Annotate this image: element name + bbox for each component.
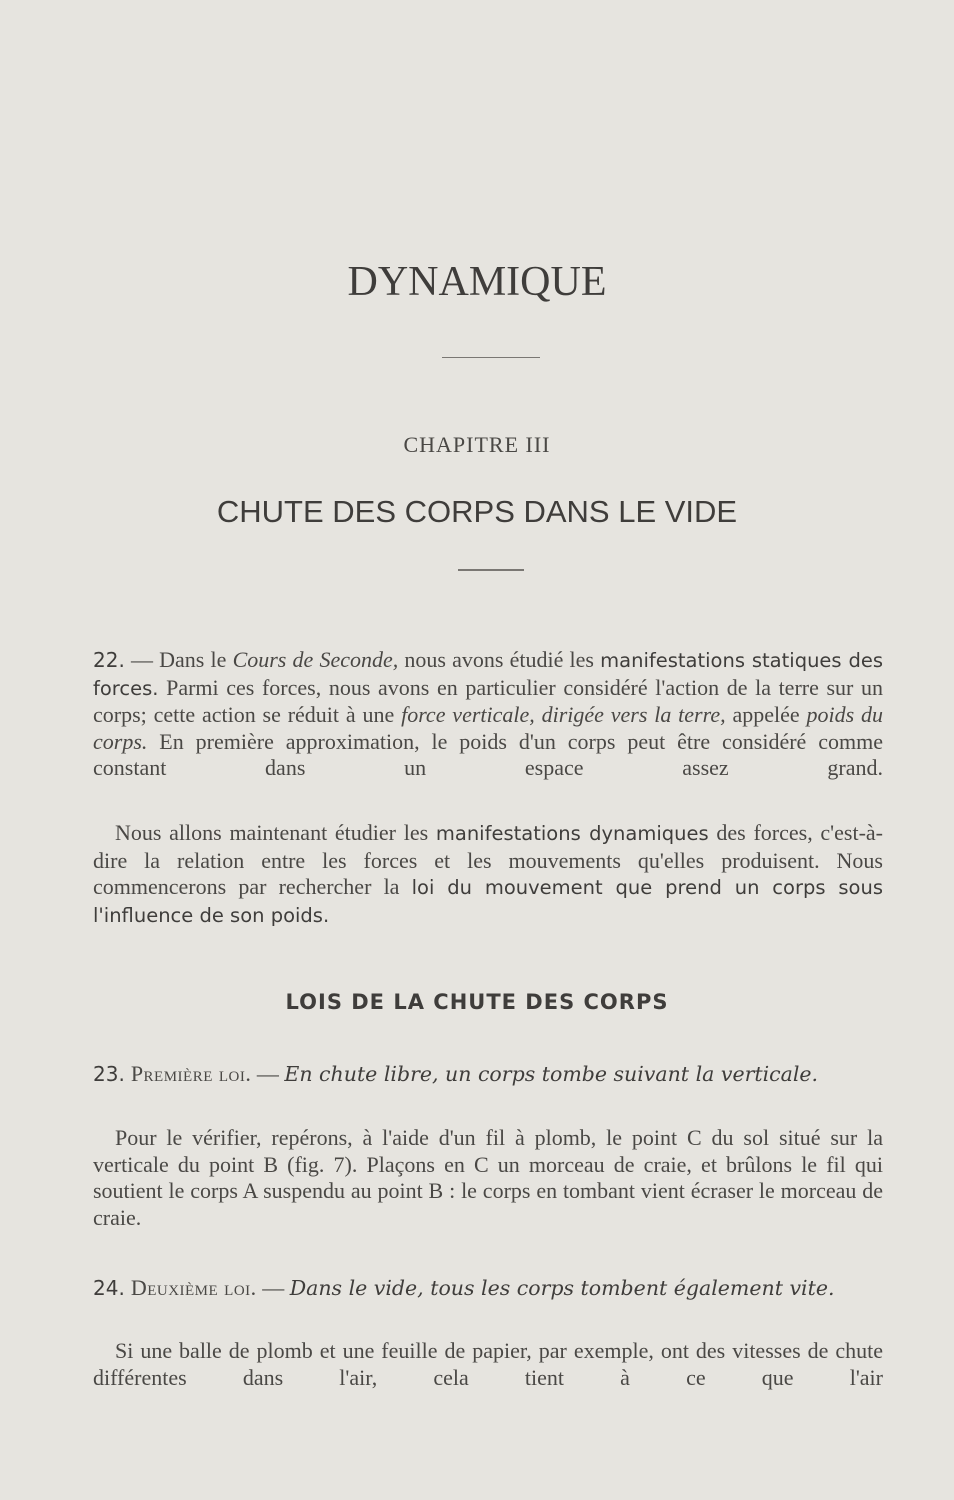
paragraph-24 xyxy=(93,1275,883,1302)
text-run: Parmi ces forces, nous avons en particulier considéré l'action de la terre sur un corps; cette action se réduit à une xyxy=(93,674,883,728)
chapter-label: CHAPITRE III xyxy=(403,432,551,457)
law-label: Deuxième loi. xyxy=(124,1275,257,1300)
text-run: — xyxy=(256,1275,290,1300)
paragraph-23-explanation: Pour le vérifier, repérons, à l'aide d'un fil à plomb, le point C du sol situé sur la verticale du point B (fig. 7). Plaçons en C un morceau de craie, et brûlons le fil qui soutient le corps A suspendu au point B : le corps en tombant vient écraser le morceau de craie. xyxy=(93,1125,883,1230)
paragraph-number: 22. xyxy=(93,648,125,672)
divider-rule xyxy=(458,569,524,571)
chapter-title: CHUTE DES CORPS DANS LE VIDE xyxy=(216,494,738,529)
bold-text: manifestations statiques des forces. xyxy=(93,649,883,700)
law-statement: En chute libre, un corps tombe suivant la verticale. xyxy=(284,1062,819,1086)
bold-text: loi du mouvement que prend un corps sous l'influence de son poids. xyxy=(93,876,883,927)
law-label: Première loi. xyxy=(124,1061,252,1086)
italic-text: force verticale, dirigée vers la terre, xyxy=(401,702,726,728)
italic-text: poids du corps. xyxy=(93,702,884,754)
paragraph-22 xyxy=(93,647,883,782)
paragraph-23 xyxy=(93,1061,883,1088)
text-run: des forces, c'est-à-dire la relation entre les forces et les mouvements qu'elles produisent. Nous commencerons par rechercher la xyxy=(93,820,884,900)
text-run: appelée xyxy=(725,702,807,728)
law-statement: Dans le vide, tous les corps tombent également vite. xyxy=(289,1276,835,1300)
italic-text: Cours de Seconde, xyxy=(232,647,399,672)
section-title: LOIS DE LA CHUTE DES CORPS xyxy=(285,990,669,1014)
divider-rule xyxy=(442,357,540,358)
text-run: Nous allons maintenant étudier les xyxy=(115,820,436,845)
text-run: En première approximation, le poids d'un corps peut être considéré comme constant dans un espace assez grand. xyxy=(93,728,883,781)
text-run: — xyxy=(251,1061,285,1086)
paragraph-number: 24. xyxy=(93,1276,125,1300)
paragraph-22-continued xyxy=(93,820,883,929)
page-title: DYNAMIQUE xyxy=(347,259,607,305)
text-run: nous avons étudié les xyxy=(398,647,601,672)
paragraph-24-explanation: Si une balle de plomb et une feuille de papier, par exemple, ont des vitesses de chute différentes dans l'air, cela tient à ce que l'air xyxy=(93,1338,883,1390)
paragraph-number: 23. xyxy=(93,1062,125,1086)
bold-text: manifestations dynamiques xyxy=(435,822,709,845)
text-run: — Dans le xyxy=(124,647,233,672)
